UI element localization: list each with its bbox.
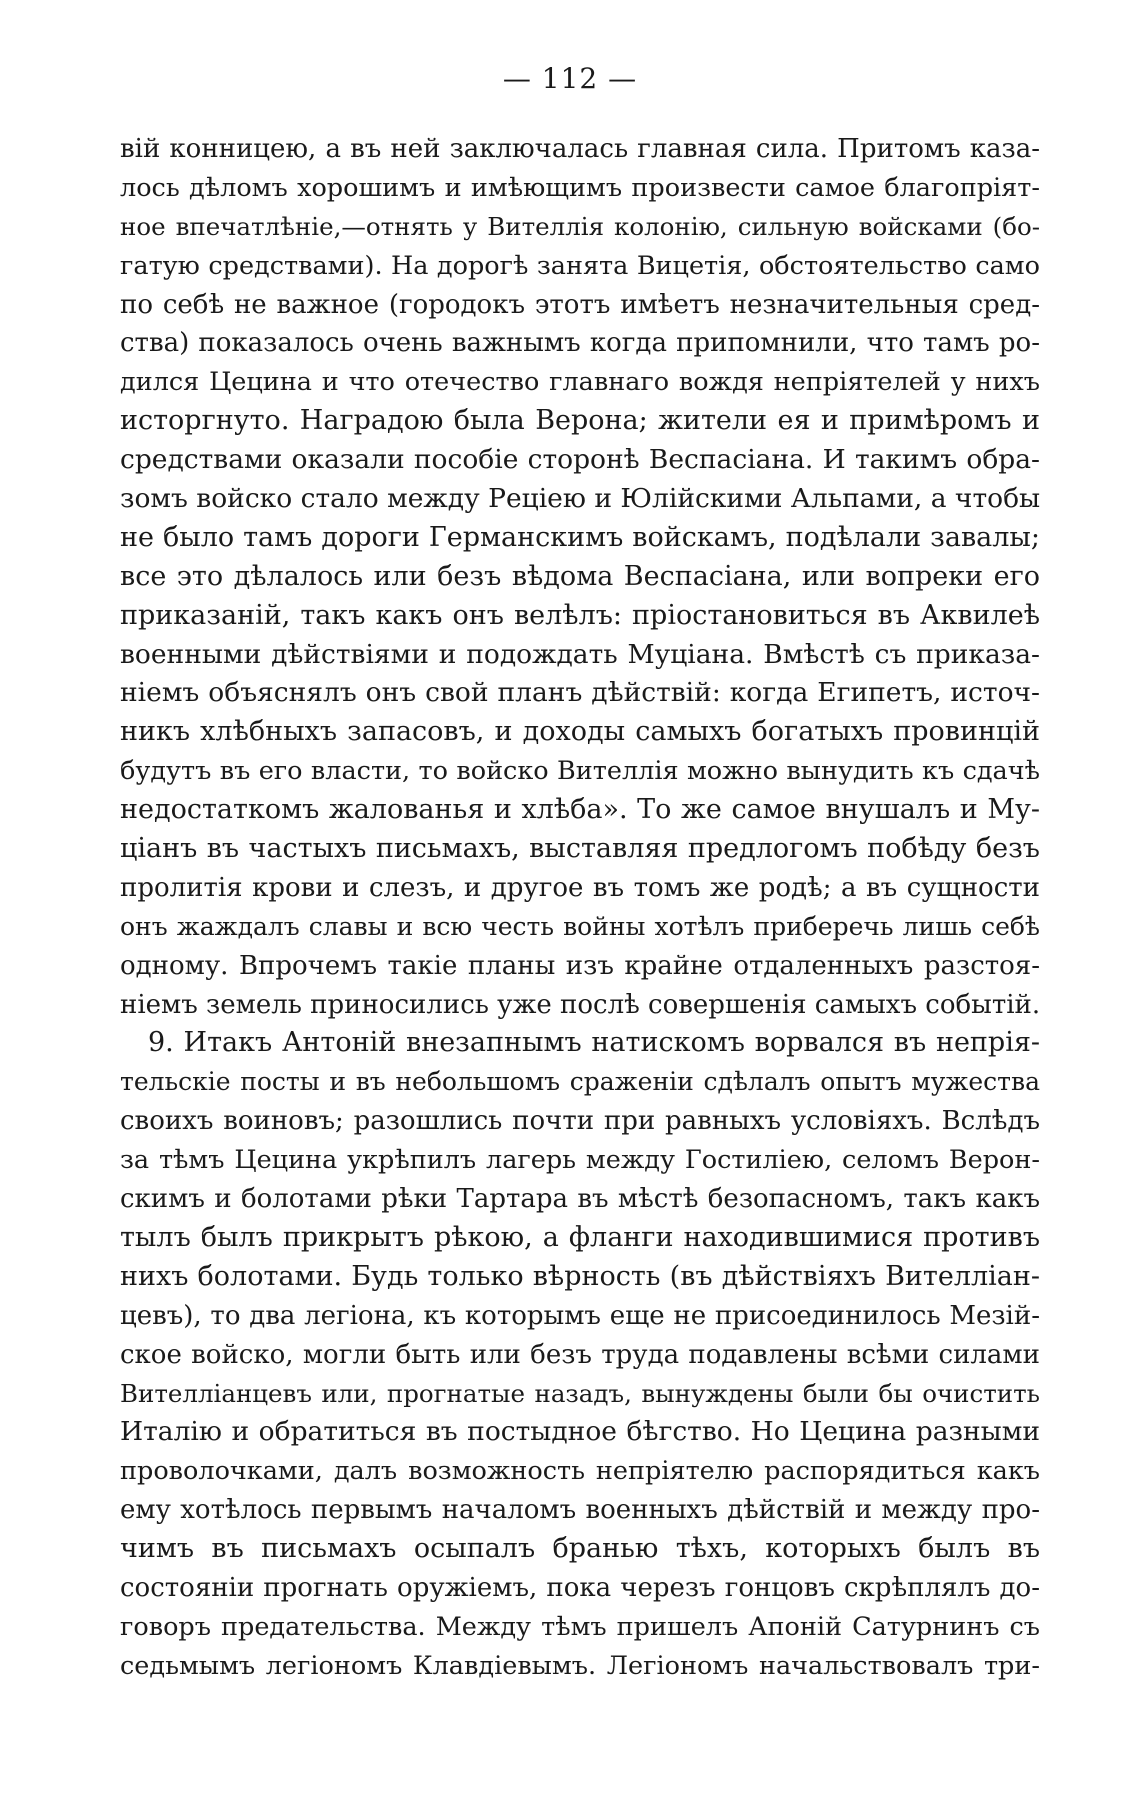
- text-line: пролитія крови и слезъ, и другое въ томъ же родѣ; а въ сущности: [120, 872, 1040, 903]
- text-line: ское войско, могли быть или безъ труда подавлены всѣми силами: [120, 1339, 1040, 1370]
- text-line: ства) показалось очень важнымъ когда припомнили, что тамъ ро-: [120, 328, 1040, 359]
- text-line: своихъ воиновъ; разошлись почти при равныхъ условіяхъ. Вслѣдъ: [120, 1106, 1040, 1137]
- text-line: исторгнуто. Наградою была Верона; жители ея и примѣромъ и: [120, 405, 1040, 437]
- body-text: [120, 130, 1040, 1686]
- text-line: тельскіе посты и въ небольшомъ сраженіи сдѣлалъ опытъ мужества: [120, 1067, 1040, 1097]
- text-line: чимъ въ письмахъ осыпалъ бранью тѣхъ, которыхъ былъ въ: [120, 1533, 1040, 1565]
- text-line: все это дѣлалось или безъ вѣдома Веспасіана, или вопреки его: [120, 560, 1040, 592]
- text-line: скимъ и болотами рѣки Тартара въ мѣстѣ безопасномъ, такъ какъ: [120, 1184, 1040, 1215]
- text-line: онъ жаждалъ славы и всю честь войны хотѣлъ приберечь лишь себѣ: [120, 911, 1040, 941]
- text-line: вій конницею, а въ ней заключалась главная сила. Притомъ каза-: [120, 134, 1040, 164]
- text-line: будутъ въ его власти, то войско Вителлія можно вынудить къ сдачѣ: [120, 756, 1040, 787]
- text-line: зомъ войско стало между Реціею и Юлійскими Альпами, а чтобы: [120, 483, 1040, 515]
- text-line: лось дѣломъ хорошимъ и имѣющимъ произвести самое благопріят-: [120, 172, 1040, 203]
- text-line: тылъ былъ прикрытъ рѣкою, а фланги находившимися противъ: [120, 1221, 1040, 1253]
- text-line: ніемъ объяснялъ онъ свой планъ дѣйствій: когда Египетъ, источ-: [120, 677, 1040, 709]
- text-line: состояніи прогнать оружіемъ, пока черезъ гонцовъ скрѣплялъ до-: [120, 1572, 1040, 1603]
- text-line: ніемъ земель приносились уже послѣ совершенія самыхъ событій.: [120, 989, 1040, 1020]
- text-line: приказаній, такъ какъ онъ велѣлъ: пріостановиться въ Аквилеѣ: [120, 599, 1040, 631]
- text-line: ціанъ въ частыхъ письмахъ, выставляя предлогомъ побѣду безъ: [120, 833, 1040, 865]
- paragraph-start-line: 9. Итакъ Антоній внезапнымъ натискомъ ворвался въ непрія-: [148, 1027, 1040, 1059]
- text-line: за тѣмъ Цецина укрѣпилъ лагерь между Гостиліею, селомъ Верон-: [120, 1145, 1040, 1176]
- text-line: Италію и обратиться въ постыдное бѣгство. Но Цецина разными: [120, 1416, 1040, 1448]
- text-line: гатую средствами). На дорогѣ занята Вицетія, обстоятельство само: [120, 250, 1040, 281]
- text-line: говоръ предательства. Между тѣмъ пришелъ Апоній Сатурнинъ съ: [120, 1611, 1040, 1642]
- text-line: дился Цецина и что отечество главнаго вождя непріятелей у нихъ: [120, 367, 1040, 398]
- text-line: военными дѣйствіями и подождать Муціана. Вмѣстѣ съ приказа-: [120, 638, 1040, 670]
- text-line: никъ хлѣбныхъ запасовъ, и доходы самыхъ богатыхъ провинцій: [120, 716, 1040, 748]
- text-line: ное впечатлѣніе,—отнять у Вителлія колонію, сильную войсками (бо-: [120, 211, 1040, 241]
- text-line: не было тамъ дороги Германскимъ войскамъ, подѣлали завалы;: [120, 521, 1040, 553]
- text-line: цевъ), то два легіона, къ которымъ еще не присоединилось Мезій-: [120, 1300, 1040, 1331]
- text-line: недостаткомъ жалованья и хлѣба». То же самое внушалъ и Му-: [120, 794, 1040, 826]
- text-line: по себѣ не важное (городокъ этотъ имѣетъ незначительныя сред-: [120, 289, 1040, 320]
- text-line: нихъ болотами. Будь только вѣрность (въ дѣйствіяхъ Вителліан-: [120, 1260, 1040, 1292]
- text-line: Вителліанцевъ или, прогнатые назадъ, вынуждены были бы очистить: [120, 1378, 1040, 1408]
- text-line: одному. Впрочемъ такіе планы изъ крайне отдаленныхъ разстоя-: [120, 950, 1040, 981]
- text-line: проволочками, далъ возможность непріятелю распорядиться какъ: [120, 1456, 1040, 1487]
- text-line: средствами оказали пособіе сторонѣ Веспасіана. И такимъ обра-: [120, 444, 1040, 476]
- text-line: ему хотѣлось первымъ началомъ военныхъ дѣйствій и между про-: [120, 1495, 1040, 1526]
- text-line: седьмымъ легіономъ Клавдіевымъ. Легіономъ начальствовалъ три-: [120, 1650, 1040, 1681]
- page-number: — 112 —: [502, 62, 638, 95]
